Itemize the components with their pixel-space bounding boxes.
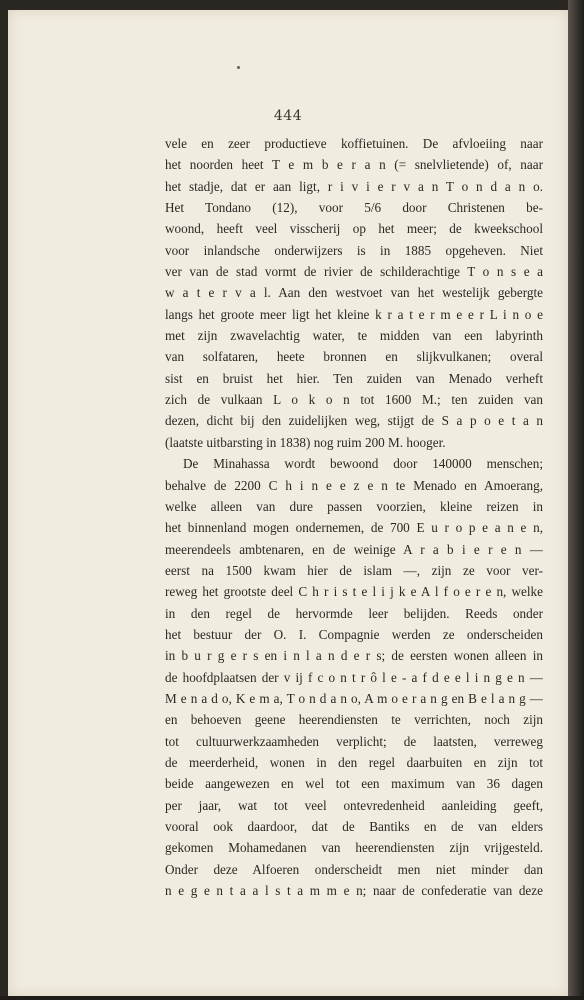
text-line: het bestuur der O. I. Compagnie werden ze onderscheiden <box>165 626 543 642</box>
body-text <box>165 133 543 901</box>
text-line: per jaar, wat tot veel ontevredenheid aanleiding geeft, <box>165 797 543 813</box>
text-line: eerst na 1500 kwam hier de islam —, zijn ze voor ver- <box>165 562 543 578</box>
page-number: 444 <box>273 108 303 124</box>
text-line: beide aangewezen en wel tot een maximum van 36 dagen <box>165 776 543 792</box>
text-line: in b u r g e r s en i n l a n d e r s; de eersten wonen alleen in <box>165 648 543 664</box>
text-line: n e g e n t a a l s t a m m e n; naar de confederatie van deze <box>165 883 543 899</box>
book-page <box>8 10 568 996</box>
text-line: reweg het grootste deel C h r i s t e l i j k e A l f o e r e n, welke <box>165 584 543 600</box>
text-line: behalve de 2200 C h i n e e z e n te Menado en Amoerang, <box>165 477 543 493</box>
text-line: de meerderheid, wonen in den regel daarbuiten en zijn tot <box>165 754 543 770</box>
text-line: sist en bruist het hier. Ten zuiden van Menado verheft <box>165 370 543 386</box>
text-line: dezen, dicht bij den zuidelijken weg, stijgt de S a p o e t a n <box>165 413 543 429</box>
text-line: welke alleen van dure passen voorzien, kleine reizen in <box>165 498 543 514</box>
text-line: De Minahassa wordt bewoond door 140000 menschen; <box>183 456 543 472</box>
text-line: vooral ook daardoor, dat de Bantiks en de van elders <box>165 819 543 834</box>
book-edge <box>568 0 584 1000</box>
text-line: langs het groote meer ligt het kleine k r a t e r m e e r L i n o e <box>165 306 543 322</box>
ink-speck <box>237 66 240 69</box>
text-line: Het Tondano (12), voor 5/6 door Christenen be- <box>165 200 543 216</box>
text-line: woond, heeft veel visscherij op het meer; de kweekschool <box>165 221 543 237</box>
text-line: het stadje, dat er aan ligt, r i v i e r v a n T o n d a n o. <box>165 178 543 194</box>
text-line: M e n a d o, K e m a, T o n d a n o, A m o e r a n g en B e l a n g — <box>165 690 543 706</box>
text-line: zich de vulkaan L o k o n tot 1600 M.; ten zuiden van <box>165 392 543 408</box>
text-line: met zijn zwavelachtig water, te midden van een labyrinth <box>165 328 543 344</box>
text-line: Onder deze Alfoeren onderscheidt men niet minder dan <box>165 861 543 877</box>
text-line: w a t e r v a l. Aan den westvoet van het westelijk gebergte <box>165 285 543 301</box>
text-line: van solfataren, heete bronnen en slijkvulkanen; overal <box>165 349 543 365</box>
text-line: en behoeven geene heerendiensten te verrichten, noch zijn <box>165 712 543 728</box>
text-line: (laatste uitbarsting in 1838) nog ruim 200 M. hooger. <box>165 434 446 450</box>
text-line: vele en zeer productieve koffietuinen. De afvloeiing naar <box>165 136 543 151</box>
text-line: voor inlandsche onderwijzers is in 1885 opgeheven. Niet <box>165 242 543 258</box>
text-line: gekomen Mohamedanen van heerendiensten zijn vrijgesteld. <box>165 840 543 856</box>
text-line: ver van de stad vormt de rivier de schilderachtige T o n s e a <box>165 264 543 280</box>
text-line: het noorden heet T e m b e r a n (= snelvlietende) of, naar <box>165 157 543 173</box>
text-line: de hoofdplaatsen der v ij f c o n t r ô l e - a f d e e l i n g e n — <box>165 669 543 685</box>
text-line: tot cultuurwerkzaamheden verplicht; de laatsten, verreweg <box>165 733 543 749</box>
book-edge-bottom <box>0 996 584 1000</box>
text-line: meerendeels ambtenaren, en de weinige A r a b i e r e n — <box>165 541 543 557</box>
text-line: het binnenland mogen ondernemen, de 700 E u r o p e a n e n, <box>165 520 543 536</box>
text-line: in den regel de hervormde leer belijden. Reeds onder <box>165 605 543 621</box>
